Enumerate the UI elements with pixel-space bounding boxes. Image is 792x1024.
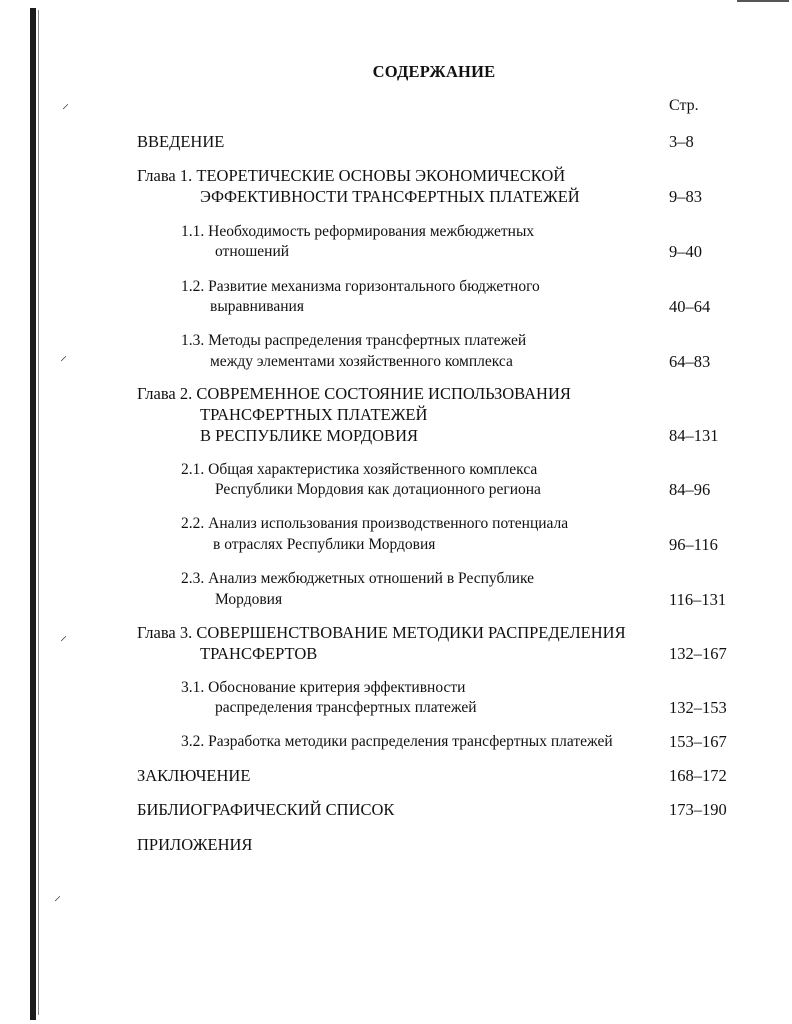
toc-entry-label: 2.2. Анализ использования производственного потенциала <box>181 515 569 532</box>
toc-entry-label: 3.2. Разработка методики распределения трансфертных платежей <box>181 733 613 750</box>
toc-entry-pages: 40–64 <box>669 297 711 316</box>
toc-entry-pages: 96–116 <box>669 535 718 554</box>
toc-entry-pages: 153–167 <box>669 732 727 751</box>
toc-entry-section-3-2 <box>0 731 792 752</box>
toc-entry-section-2-2 <box>0 513 792 555</box>
toc-entry-label-cont: Мордовия <box>215 591 283 608</box>
toc-entry-pages: 84–131 <box>669 426 719 445</box>
toc-entry-intro <box>0 131 792 152</box>
toc-entry-label: 1.3. Методы распределения трансфертных платежей <box>181 332 527 349</box>
toc-entry-label: ПРИЛОЖЕНИЯ <box>137 835 253 854</box>
toc-entry-chapter-1 <box>0 165 792 207</box>
toc-entry-label: 1.1. Необходимость реформирования межбюджетных <box>181 223 535 240</box>
toc-entry-chapter-3 <box>0 622 792 664</box>
toc-entry-label: 3.1. Обоснование критерия эффективности <box>181 679 466 696</box>
toc-entry-chapter-2 <box>0 383 792 446</box>
toc-entry-pages: 116–131 <box>669 590 727 609</box>
toc-entry-label: 1.2. Развитие механизма горизонтального бюджетного <box>181 278 540 295</box>
toc-entry-label-cont: отношений <box>215 243 290 260</box>
toc-entry-label: 2.3. Анализ межбюджетных отношений в Республике <box>181 570 534 587</box>
toc-entry-section-1-1 <box>0 221 792 263</box>
toc-entry-bibliography <box>0 799 792 820</box>
toc-entry-label-cont: ТРАНСФЕРТНЫХ ПЛАТЕЖЕЙ <box>200 405 428 424</box>
toc-entry-appendix <box>0 834 792 855</box>
toc-entry-section-2-3 <box>0 568 792 610</box>
toc-entry-pages: 84–96 <box>669 480 711 499</box>
toc-entry-conclusion <box>0 765 792 786</box>
toc-entry-label: Глава 2. СОВРЕМЕННОЕ СОСТОЯНИЕ ИСПОЛЬЗОВАНИЯ <box>137 384 571 403</box>
toc-entry-label-cont: ТРАНСФЕРТОВ <box>200 644 318 663</box>
toc-entry-pages: 168–172 <box>669 766 727 785</box>
toc-entry-label: ВВЕДЕНИЕ <box>137 132 225 151</box>
toc-entry-section-1-2 <box>0 276 792 318</box>
toc-entry-label-cont: Республики Мордовия как дотационного региона <box>215 481 541 498</box>
toc-title: СОДЕРЖАНИЕ <box>372 62 496 81</box>
scan-mark: ⸍ <box>62 103 69 118</box>
toc-entry-label-cont: между элементами хозяйственного комплекса <box>210 353 513 370</box>
scan-mark: ⸍ <box>60 635 67 650</box>
toc-entry-section-3-1 <box>0 677 792 719</box>
toc-entry-section-1-3 <box>0 330 792 372</box>
toc-entry-label: БИБЛИОГРАФИЧЕСКИЙ СПИСОК <box>137 800 395 819</box>
toc-entry-pages: 132–153 <box>669 698 727 717</box>
toc-entry-label: Глава 1. ТЕОРЕТИЧЕСКИЕ ОСНОВЫ ЭКОНОМИЧЕСКОЙ <box>137 166 566 185</box>
toc-entry-pages: 132–167 <box>669 644 727 663</box>
toc-entry-label: 2.1. Общая характеристика хозяйственного комплекса <box>181 461 538 478</box>
toc-entry-label-cont: распределения трансфертных платежей <box>215 699 477 716</box>
toc-entry-pages: 9–83 <box>669 187 702 206</box>
toc-entry-pages: 3–8 <box>669 132 694 151</box>
toc-entry-label-cont: в отраслях Республики Мордовия <box>213 536 436 553</box>
toc-entry-pages: 9–40 <box>669 242 702 261</box>
scan-mark: ⸍ <box>60 355 67 370</box>
scan-mark: ⸍ <box>54 895 61 910</box>
page-column-header: Стр. <box>669 97 699 114</box>
toc-entry-label: Глава 3. СОВЕРШЕНСТВОВАНИЕ МЕТОДИКИ РАСПРЕДЕЛЕНИЯ <box>137 623 626 642</box>
scan-mark <box>737 0 789 2</box>
toc-entry-pages: 173–190 <box>669 800 727 819</box>
toc-entry-section-2-1 <box>0 459 792 501</box>
toc-entry-label-cont: выравнивания <box>210 298 304 315</box>
toc-entry-label-cont: ЭФФЕКТИВНОСТИ ТРАНСФЕРТНЫХ ПЛАТЕЖЕЙ <box>200 187 580 206</box>
toc-entry-pages: 64–83 <box>669 352 711 371</box>
toc-entry-label-cont: В РЕСПУБЛИКЕ МОРДОВИЯ <box>200 426 418 445</box>
toc-entry-label: ЗАКЛЮЧЕНИЕ <box>137 766 251 785</box>
